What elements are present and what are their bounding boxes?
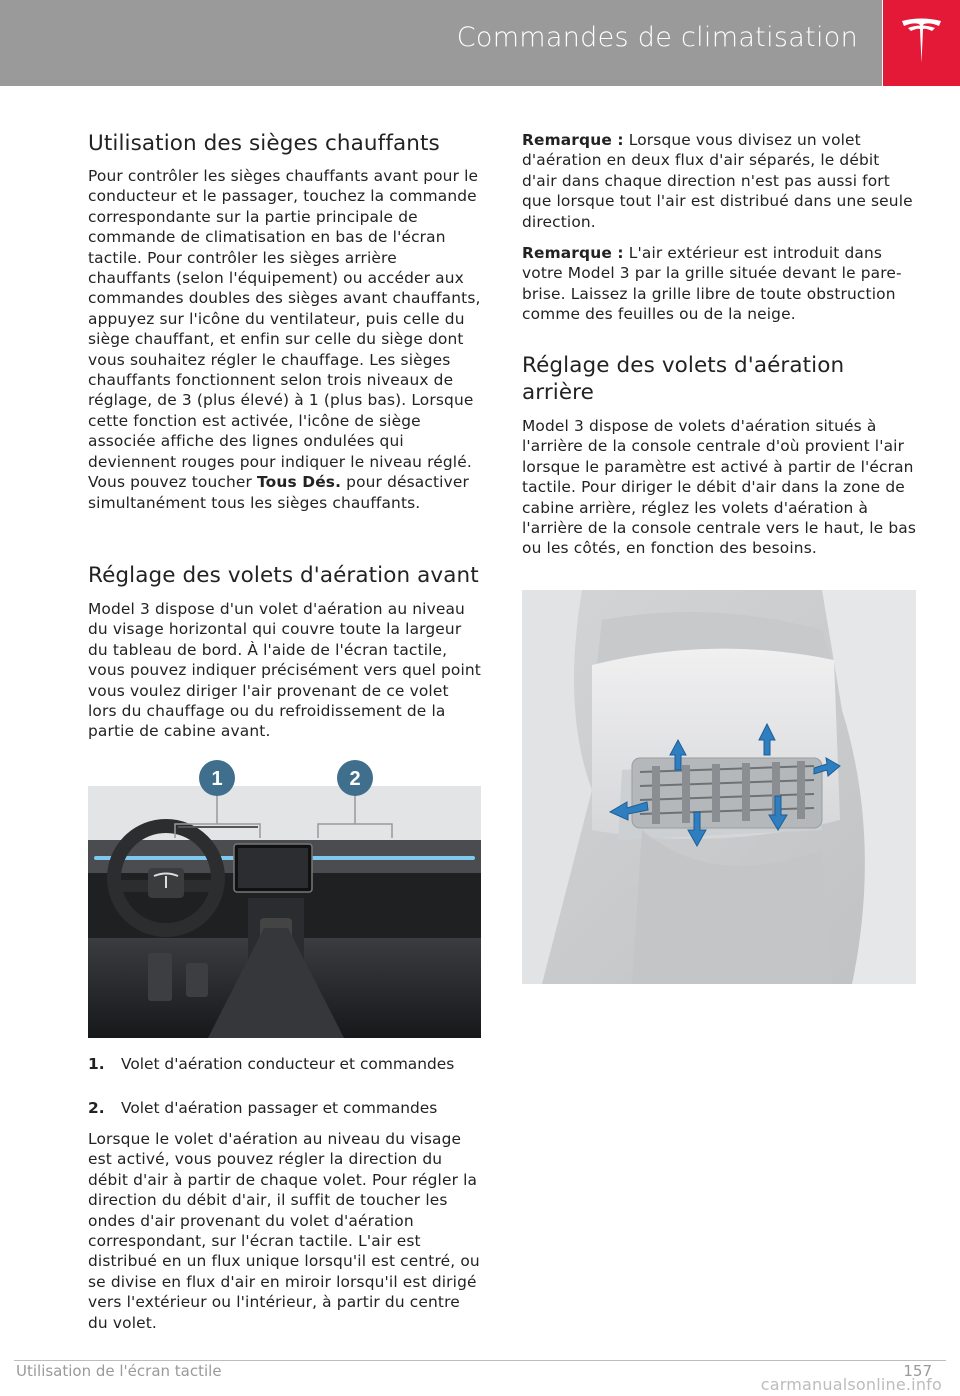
figure-rear-vents xyxy=(522,590,916,984)
callout-2: 2 xyxy=(349,768,361,790)
note-text: L'air extérieur est introduit dans votre Model 3 par la grille située devant le pare-brise. Laissez la grille libre de toute obstruction comme des feuilles ou de la neige. xyxy=(522,244,902,324)
paragraph-rear-vents: Model 3 dispose de volets d'aération situés à l'arrière de la console centrale d'où provient l'air lorsque le paramètre est activé à partir de l'écran tactile. Pour diriger le débit d'air dans la zone de cabine arrière, réglez les volets d'aération à l'arrière de la console centrale vers le haut, le bas ou les côtés, en fonction des besoins. xyxy=(522,417,916,558)
heading-front-vents: Réglage des volets d'aération avant xyxy=(88,563,479,588)
note-split-airflow xyxy=(522,130,918,232)
footer-section: Utilisation de l'écran tactile xyxy=(16,1362,222,1380)
page-number: 157 xyxy=(903,1362,932,1380)
dashboard-illustration xyxy=(88,758,481,1038)
note-text: Lorsque vous divisez un volet d'aération en deux flux d'air séparés, le débit d'air dans chaque direction n'est pas aussi fort que lorsque tout l'air est distribué dans une seule direction. xyxy=(522,131,913,231)
list-item xyxy=(88,1054,482,1096)
paragraph-heated-seats-end: pour désactiver simultanément tous les sièges chauffants. xyxy=(88,473,469,512)
paragraph-heated-seats xyxy=(88,166,482,513)
brand-logo-box xyxy=(883,0,960,86)
heading-heated-seats: Utilisation des sièges chauffants xyxy=(88,131,440,156)
list-item-number: 1. xyxy=(88,1055,105,1073)
paragraph-airflow: Lorsque le volet d'aération au niveau du visage est activé, vous pouvez régler la direction du débit d'air à partir de chaque volet. Pour régler la direction du débit d'air, il suffit de toucher les ondes d'air provenant du volet d'aération correspondant, sur l'écran tactile. L'air est distribué en un flux unique lorsqu'il est centré, ou se divise en flux d'air en miroir lorsqu'il est dirigé vers l'extérieur ou l'intérieur, à partir du centre du volet. xyxy=(88,1130,480,1332)
heading-rear-vents: Réglage des volets d'aération arrière xyxy=(522,353,845,405)
list-item-text: Volet d'aération passager et commandes xyxy=(121,1099,438,1117)
list-item-number: 2. xyxy=(88,1099,105,1117)
footer-divider xyxy=(14,1360,946,1361)
list-item xyxy=(88,1098,482,1120)
figure-dashboard xyxy=(88,758,481,1038)
callout-1: 1 xyxy=(211,768,223,790)
watermark: carmanualsonline.info xyxy=(760,1375,942,1394)
note-label: Remarque : xyxy=(522,131,624,149)
rear-vents-illustration xyxy=(522,590,916,984)
tesla-logo-icon xyxy=(901,18,942,66)
list-item-text: Volet d'aération conducteur et commandes xyxy=(121,1055,455,1073)
note-label: Remarque : xyxy=(522,244,624,262)
all-off-label: Tous Dés. xyxy=(257,473,342,492)
paragraph-front-vents: Model 3 dispose d'un volet d'aération au niveau du visage horizontal qui couvre toute la largeur du tableau de bord. À l'aide de l'écran tactile, vous pouvez indiquer précisément vers quel point vous voulez diriger l'air provenant de ce volet lors du chauffage ou du refroidissement de la partie de cabine avant. xyxy=(88,600,481,741)
page-title: Commandes de climatisation xyxy=(456,22,858,53)
paragraph-heated-seats-text: Pour contrôler les sièges chauffants avant pour le conducteur et le passager, touchez la commande correspondante sur la partie principale de commande de climatisation en bas de l'écran tactile. Pour contrôler les sièges arrière chauffants (selon l'équipement) ou accéder aux commandes doubles des sièges avant chauffants, appuyez sur l'icône du ventilateur, puis celle du siège chauffant, et enfin sur celle du siège dont vous souhaitez régler le chauffage. Les sièges chauffants fonctionnent selon trois niveaux de réglage, de 3 (plus élevé) à 1 (plus bas). Lorsque cette fonction est activée, l'icône de siège associée affiche des lignes ondulées qui deviennent rouges pour indiquer le niveau réglé. Vous pouvez toucher xyxy=(88,167,481,492)
note-outside-air xyxy=(522,243,918,325)
